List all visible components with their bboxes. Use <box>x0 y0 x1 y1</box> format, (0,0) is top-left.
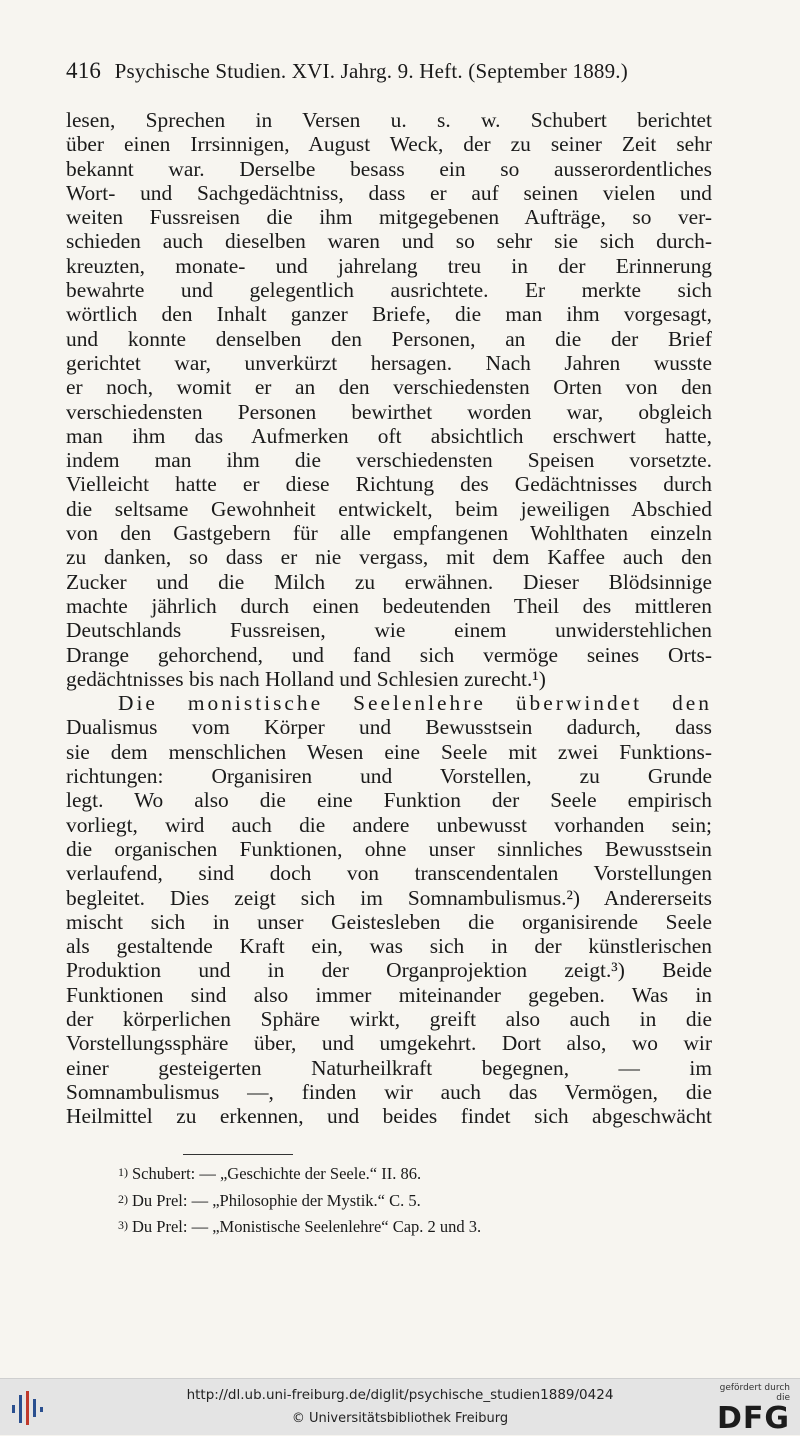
funder-caption: gefördert durch die <box>719 1383 790 1403</box>
page-number: 416 <box>66 58 102 83</box>
footnote <box>118 1160 678 1187</box>
text-line: über einen Irrsinnigen, August Weck, der zu seiner Zeit sehr <box>66 132 712 157</box>
text-line: mischt sich in unser Geistesleben die organisirende Seele <box>66 909 712 934</box>
text-line: verschiedensten Personen bewirthet worden war, obgleich <box>66 399 712 424</box>
text-line: Somnambulismus —, finden wir auch das Vermögen, die <box>66 1079 712 1104</box>
footnote-text: Du Prel: — „Philosophie der Mystik.“ C. 5. <box>132 1190 421 1210</box>
text-line: man ihm das Aufmerken oft absichtlich erschwert hatte, <box>66 423 712 448</box>
running-header <box>66 58 716 84</box>
text-line: als gestaltende Kraft ein, was sich in der künstlerischen <box>66 934 712 959</box>
text-line: schieden auch dieselben waren und so sehr sie sich durch- <box>66 229 712 254</box>
text-line: und konnte denselben den Personen, an die der Brief <box>66 326 712 351</box>
viewer-footer <box>0 1378 800 1435</box>
footnote-mark: 2) <box>118 1191 128 1206</box>
text-line: richtungen: Organisiren und Vorstellen, zu Grunde <box>66 764 712 789</box>
text-line: Produktion und in der Organprojektion zeigt.³) Beide <box>66 958 712 983</box>
footnote <box>118 1213 678 1240</box>
body-text <box>66 108 712 1128</box>
text-line: Wort- und Sachgedächtniss, dass er auf seinen vielen und <box>66 180 712 205</box>
text-line: der körperlichen Sphäre wirkt, greift also auch in die <box>66 1006 712 1031</box>
text-line: begleitet. Dies zeigt sich im Somnambulismus.²) Andererseits <box>66 885 712 910</box>
text-line: Heilmittel zu erkennen, und beides findet sich abgeschwächt <box>66 1104 712 1129</box>
paragraph-start-line: Die monistische Seelenlehre überwindet den <box>118 691 712 716</box>
text-line: die seltsame Gewohnheit entwickelt, beim jeweiligen Abschied <box>66 496 712 521</box>
footnote-mark: 1) <box>118 1165 128 1179</box>
text-line: wörtlich den Inhalt ganzer Briefe, die man ihm vorgesagt, <box>66 302 712 327</box>
footnote-text: Du Prel: — „Monistische Seelenlehre“ Cap. 2 und 3. <box>132 1217 482 1236</box>
text-line: weiten Fussreisen die ihm mitgegebenen Aufträge, so ver- <box>66 205 712 230</box>
text-line: legt. Wo also die eine Funktion der Seele empirisch <box>66 788 712 813</box>
footnote-divider <box>183 1154 293 1155</box>
text-line: Vorstellungssphäre über, und umgekehrt. Dort also, wo wir <box>66 1031 712 1056</box>
text-line: Vielleicht hatte er diese Richtung des Gedächtnisses durch <box>66 472 712 497</box>
text-line: bekannt war. Derselbe besass ein so ausserordentliches <box>66 156 712 181</box>
text-line: die organischen Funktionen, ohne unser sinnliches Bewusstsein <box>66 836 712 861</box>
text-line: vorliegt, wird auch die andere unbewusst vorhanden sein; <box>66 812 712 837</box>
copyright-notice: © Universitätsbibliothek Freiburg <box>291 1411 509 1426</box>
dfg-logo-icon: DFG <box>716 1401 790 1436</box>
text-line: Funktionen sind also immer miteinander gegeben. Was in <box>66 982 712 1007</box>
text-line: indem man ihm die verschiedensten Speisen vorsetzte. <box>66 448 712 473</box>
permalink[interactable]: http://dl.ub.uni-freiburg.de/diglit/psychische_studien1889/0424 <box>186 1387 614 1403</box>
footnote <box>118 1187 678 1214</box>
text-line: zu danken, so dass er nie vergass, mit dem Kaffee auch den <box>66 545 712 570</box>
text-line: einer gesteigerten Naturheilkraft begegnen, — im <box>66 1055 712 1080</box>
text-line: verlaufend, sind doch von transcendentalen Vorstellungen <box>66 861 712 886</box>
text-line: von den Gastgebern für alle empfangenen Wohlthaten einzeln <box>66 521 712 546</box>
text-line: bewahrte und gelegentlich ausrichtete. Er merkte sich <box>66 278 712 303</box>
text-line: Zucker und die Milch zu erwähnen. Dieser Blödsinnige <box>66 569 712 594</box>
text-line: gerichtet war, unverkürzt hersagen. Nach Jahren wusste <box>66 350 712 375</box>
journal-title: Psychische Studien. XVI. Jahrg. 9. Heft. (September 1889.) <box>114 59 628 83</box>
text-line: Drange gehorchend, und fand sich vermöge seines Orts- <box>66 642 712 667</box>
text-line: Deutschlands Fussreisen, wie einem unwiderstehlichen <box>66 618 712 643</box>
text-line: sie dem menschlichen Wesen eine Seele mit zwei Funktions- <box>66 739 712 764</box>
text-line: gedächtnisses bis nach Holland und Schlesien zurecht.¹) <box>66 666 546 691</box>
footnotes <box>118 1160 678 1240</box>
footnote-mark: 3) <box>118 1218 128 1232</box>
text-line: lesen, Sprechen in Versen u. s. w. Schubert berichtet <box>66 108 712 132</box>
text-line: er noch, womit er an den verschiedensten Orten von den <box>66 375 712 400</box>
footnote-text: Schubert: — „Geschichte der Seele.“ II. 86. <box>132 1164 422 1183</box>
funder-badge <box>704 1383 790 1435</box>
text-line: Dualismus vom Körper und Bewusstsein dadurch, dass <box>66 715 712 740</box>
text-line: kreuzten, monate- und jahrelang treu in der Erinnerung <box>66 253 712 278</box>
text-line: machte jährlich durch einen bedeutenden Theil des mittleren <box>66 593 712 618</box>
